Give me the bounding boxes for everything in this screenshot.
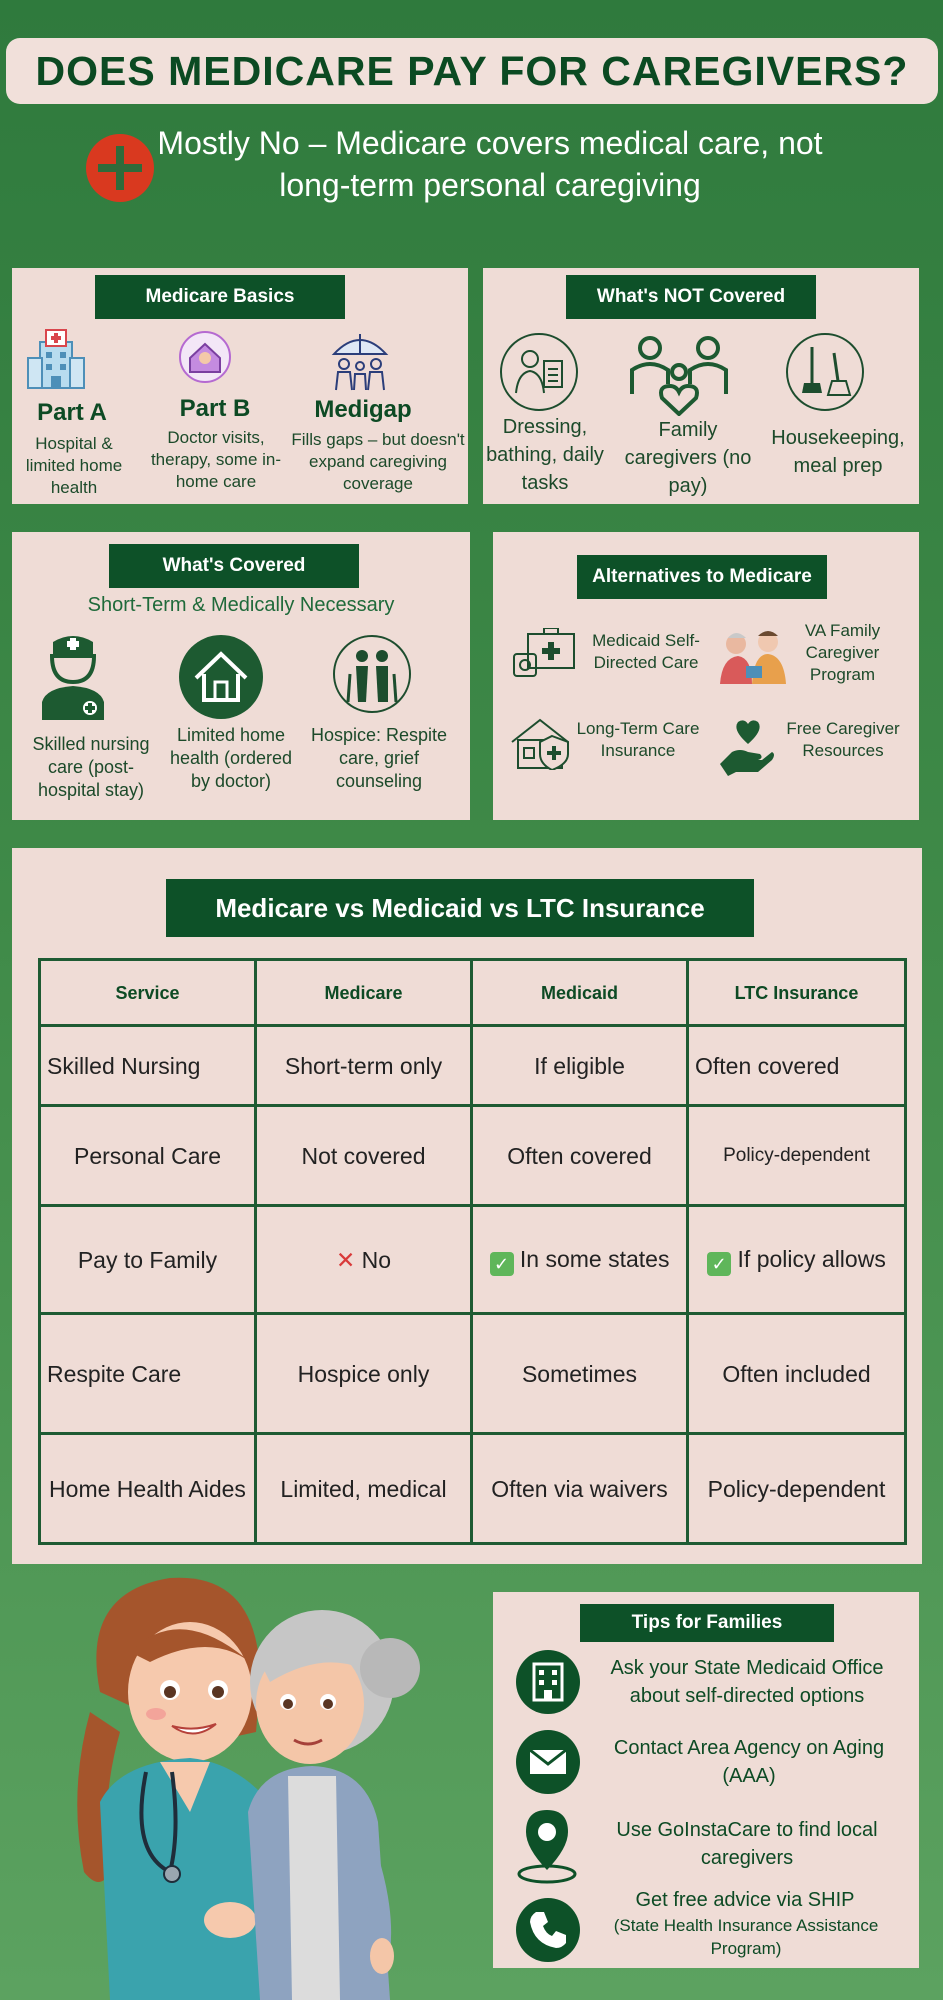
tip-area-agency: Contact Area Agency on Aging (AAA) — [613, 1737, 885, 1787]
alternatives-heading: Alternatives to Medicare — [577, 555, 827, 599]
table-cell: Short-term only — [256, 1026, 472, 1106]
alt-medicaid-self-directed: Medicaid Self-Directed Care — [592, 631, 700, 672]
part-a-title: Part A — [37, 399, 107, 426]
helping-hand-icon — [718, 718, 776, 776]
covered-skilled-nursing: Skilled nursing care (post-hospital stay) — [32, 734, 150, 800]
tips-heading: Tips for Families — [580, 1604, 834, 1642]
medical-plus-icon — [86, 134, 154, 202]
table-cell: Pay to Family — [40, 1206, 256, 1314]
table-cell: Policy-dependent — [688, 1434, 906, 1544]
table-cell: Home Health Aides — [40, 1434, 256, 1544]
house-icon — [178, 634, 264, 720]
family-photo-icon — [718, 626, 788, 684]
not-covered-daily-tasks: Dressing, bathing, daily tasks — [486, 416, 604, 494]
part-b-desc: Doctor visits, therapy, some in-home care — [150, 428, 282, 491]
checkmark-icon: ✓ — [490, 1252, 514, 1276]
table-cell: Skilled Nursing — [40, 1026, 256, 1106]
table-cell — [688, 1206, 906, 1314]
phone-icon — [516, 1898, 580, 1962]
alt-va-caregiver: VA Family Caregiver Program — [804, 621, 881, 684]
not-covered-housekeeping: Housekeeping, meal prep — [771, 427, 905, 477]
x-mark-icon: ✕ — [335, 1246, 356, 1273]
table-row — [40, 1434, 906, 1544]
table-header-row — [40, 960, 906, 1026]
comparison-table — [38, 958, 907, 1545]
table-cell: Sometimes — [472, 1314, 688, 1434]
table-cell: If eligible — [472, 1026, 688, 1106]
elderly-couple-icon — [332, 634, 412, 714]
building-icon — [516, 1650, 580, 1714]
covered-subheading: Short-Term & Medically Necessary — [87, 594, 395, 616]
covered-home-health: Limited home health (ordered by doctor) — [169, 725, 293, 791]
table-row — [40, 1026, 906, 1106]
table-cell: Often covered — [472, 1106, 688, 1206]
not-covered-family-caregivers: Family caregivers (no pay) — [624, 419, 752, 497]
medical-kit-icon — [512, 628, 578, 678]
covered-heading: What's Covered — [109, 544, 359, 588]
home-care-icon — [178, 330, 232, 384]
cleaning-icon — [784, 331, 866, 413]
table-row — [40, 1314, 906, 1434]
table-cell: Policy-dependent — [688, 1106, 906, 1206]
tip-ship-note: (State Health Insurance Assistance Program) — [613, 1916, 879, 1958]
part-a-desc: Hospital & limited home health — [25, 434, 123, 497]
col-header-ltc: LTC Insurance — [688, 960, 906, 1026]
nurse-and-senior-illustration — [60, 1572, 440, 2000]
table-cell: Hospice only — [256, 1314, 472, 1434]
tip-ship: Get free advice via SHIP — [635, 1889, 855, 1911]
medigap-desc: Fills gaps – but doesn't expand caregiving coverage — [291, 430, 465, 493]
umbrella-family-icon — [330, 330, 390, 392]
family-heart-icon — [628, 334, 730, 416]
table-cell: Often via waivers — [472, 1434, 688, 1544]
table-cell: Limited, medical — [256, 1434, 472, 1544]
not-covered-heading: What's NOT Covered — [566, 275, 816, 319]
checklist-person-icon — [498, 331, 580, 413]
checkmark-icon: ✓ — [707, 1252, 731, 1276]
page-title: DOES MEDICARE PAY FOR CAREGIVERS? — [6, 38, 938, 104]
hospital-icon — [26, 328, 86, 390]
col-header-medicaid: Medicaid — [472, 960, 688, 1026]
envelope-icon — [516, 1730, 580, 1794]
medigap-title: Medigap — [314, 396, 412, 423]
cell-text: In some states — [519, 1246, 670, 1272]
table-cell: Often covered — [688, 1026, 906, 1106]
table-cell: Personal Care — [40, 1106, 256, 1206]
col-header-service: Service — [40, 960, 256, 1026]
table-cell — [472, 1206, 688, 1314]
medicare-basics-heading: Medicare Basics — [95, 275, 345, 319]
cell-text: No — [361, 1246, 392, 1273]
comparison-heading: Medicare vs Medicaid vs LTC Insurance — [166, 879, 754, 937]
table-row — [40, 1106, 906, 1206]
part-b-title: Part B — [179, 395, 251, 422]
insured-house-icon — [510, 716, 574, 770]
table-row — [40, 1206, 906, 1314]
table-cell: Often included — [688, 1314, 906, 1434]
location-pin-icon — [514, 1808, 580, 1884]
covered-hospice: Hospice: Respite care, grief counseling — [310, 725, 448, 791]
col-header-medicare: Medicare — [256, 960, 472, 1026]
table-cell — [256, 1206, 472, 1314]
alt-ltc-insurance: Long-Term Care Insurance — [576, 719, 700, 760]
tip-goinstacare: Use GoInstaCare to find local caregivers — [616, 1819, 878, 1869]
page-subtitle: Mostly No – Medicare covers medical care, not long-term personal caregiving — [157, 125, 823, 203]
nurse-icon — [38, 632, 108, 720]
table-cell: Respite Care — [40, 1314, 256, 1434]
table-cell: Not covered — [256, 1106, 472, 1206]
tip-state-medicaid: Ask your State Medicaid Office about self-directed options — [610, 1657, 884, 1707]
alt-free-resources: Free Caregiver Resources — [786, 719, 900, 760]
cell-text: If policy allows — [737, 1246, 886, 1272]
